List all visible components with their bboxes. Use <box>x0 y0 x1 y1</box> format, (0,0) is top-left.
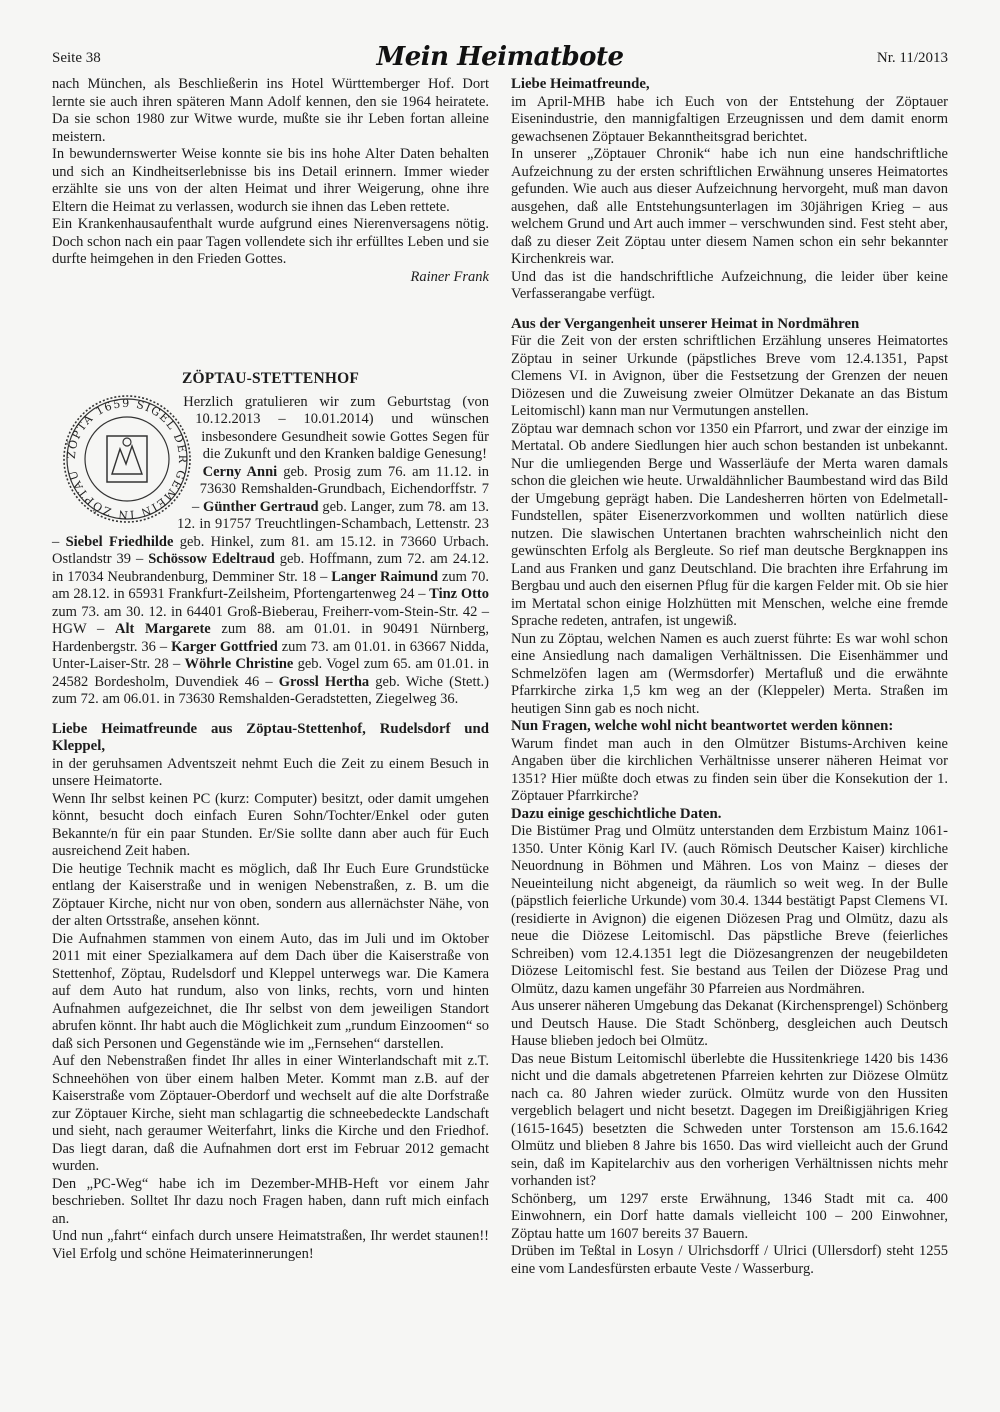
article-paragraph: Für die Zeit von der ersten schriftlichen Erzählung unseres Heimatortes Zöptau in seiner Urkunde (päpstliches Breve vom 12.4.1351, Papst Clemens VI. in Avignon, über die Festsetzung der Grenzen der neuen Diözesen und die Zuweisung zweier Olmützer Dekanate an das Bistum Leitomischl) kann man nur Vermutungen anstellen. <box>511 333 948 419</box>
birthday-name: Schössow Edeltraud <box>148 551 275 567</box>
article-paragraph: Warum findet man auch in den Olmützer Bistums-Archiven keine Angaben über die kirchlichen Verhältnisse unserer näheren Heimat vor 1351? Hier müßte doch etwas zu finden sein über die Konsekution der 1. Zöptauer Pfarrkirche? <box>511 735 948 804</box>
letter-paragraph: Und nun „fahrt“ einfach durch unsere Heimatstraßen, Ihr werdet staunen!! Viel Erfolg und schöne Heimaterinnerungen! <box>52 1228 489 1262</box>
letter-paragraph: Wenn Ihr selbst keinen PC (kurz: Computer) besitzt, oder damit umgehen könnt, besucht doch einfach Euren Sohn/Tochter/Enkel oder guten Bekannte/n für ein paar Stunden. Er/Sie sollte dann aber auch für Euch ausreichend Zeit haben. <box>52 790 489 859</box>
letter-heading: Liebe Heimatfreunde aus Zöptau-Stettenhof, Rudelsdorf und Kleppel, <box>52 720 489 754</box>
birthday-details: geb. Vogel zum 65. am 01.01. in 24582 Bordesholm, Duvendiek 46 – <box>52 656 489 690</box>
birthday-name: Langer Raimund <box>331 568 439 585</box>
letter-paragraph: in der geruhsamen Adventszeit nehmt Euch die Zeit zu einem Besuch in unsere Heimatorte. <box>52 755 489 789</box>
obituary-signature: Rainer Frank <box>410 268 489 285</box>
birthday-name: Grossl Hertha <box>278 673 370 690</box>
article-paragraph: Schönberg, um 1297 erste Erwähnung, 1346 Stadt mit ca. 400 Einwohnern, ein Dorf hatte damals vielleicht 100 – 200 Einwohner, Zöptau hatte um 1607 bereits 37 Bauern. <box>511 1190 948 1242</box>
article-paragraph: im April-MHB habe ich Euch von der Entstehung der Zöptauer Eisenindustrie, den mannigfaltigen Erzeugnissen und dem damit enorm gewachsenen Zöptauer Bekanntheitsgrad berichtet. <box>511 93 948 145</box>
birthday-details: geb. Hoffmann, zum 72. am 24.12. in 17034 Neubrandenburg, Demminer Str. 18 – <box>52 551 490 585</box>
article-paragraph: Nun zu Zöptau, welchen Namen es auch zuerst führte: Es war wohl schon eine Ansiedlung nach damaligen Verhältnissen. Die Eisenhämmer und Schmelzöfen lagen am (Wermsdorfer) Mertafluß und die erwähnte Pfarrkirche zirka 1,5 km weg an der (Kleppeler) Merta. Straßen im heutigen Sinn gab es noch nicht. <box>511 630 948 717</box>
obituary-paragraph: nach München, als Beschließerin ins Hotel Württemberger Hof. Dort lernte sie auch ihren späteren Mann Adolf kennen, den sie 1964 heiratete. Da sie schon 1980 zur Witwe wurde, mußte sie ihr Leben fortan alleine meistern. <box>52 76 489 145</box>
birthday-block <box>52 394 489 709</box>
right-column <box>511 76 948 1278</box>
birthday-details: zum 88. am 01.01. in 90491 Nürnberg, Hardenbergstr. 36 – <box>52 621 490 655</box>
article-paragraph: Zöptau war demnach schon vor 1350 ein Pfarrort, und zwar der einzige im Mertatal. Ob andere Siedlungen hier auch schon bestanden ist unbekannt. Nur die umliegenden Berge und Wasserläufe der Merta waren damals schon die gleichen wie heute. Urwaldähnlicher Baumbestand wird das Bild der Umgebung geprägt haben. Die Landesherren hörten von Edelmetall-Fundstellen, später Eisenerzvorkommen und wollten natürlich diese nutzen. Die slawischen Untertanen brachten wahrscheinlich nicht den gewünschten Erfolg als Bergleute. So rief man deutsche Bergknappen ins Land aus Franken und ganz Deutschland. Die brachten ihre Erfahrung im Bergbau und auch den eisernen Pflug für die kargen Felder mit. Ob sie hier im Mertatal schon einige Holzhütten mit Menschen, welche eine fremde Sprache redeten, antrafen, ist ungewiß. <box>511 420 948 629</box>
masthead-logo: Mein Heimatbote <box>376 42 624 72</box>
letter-paragraph: Den „PC-Weg“ habe ich im Dezember-MHB-Heft vor einem Jahr beschrieben. Solltet Ihr dazu noch Fragen haben, dann ruft mich einfach an. <box>52 1175 489 1227</box>
questions-heading: Nun Fragen, welche wohl nicht beantwortet werden können: <box>511 718 894 734</box>
issue-number: Nr. 11/2013 <box>876 50 948 66</box>
birthday-details: zum 70. am 28.12. in 65931 Frankfurt-Zeilsheim, Pfortengartenweg 24 – <box>52 568 489 602</box>
page-number: Seite 38 <box>52 50 101 66</box>
birthday-details: zum 73. am 30. 12. in 64401 Groß-Bieberau, Freiherr-vom-Stein-Str. 42 – HGW – <box>52 603 489 637</box>
birthday-name: Siebel Friedhilde <box>65 533 174 550</box>
birthday-name: Alt Margarete <box>114 621 211 637</box>
birthday-details: geb. Prosig zum 76. am 11.12. in 73630 Remshalden-Grundbach, Eichendorffstr. 7 – <box>191 463 489 515</box>
article-paragraph: Drüben im Teßtal in Losyn / Ulrichsdorff / Ulrici (Ullersdorf) steht 1255 eine vom Landesfürsten erbaute Veste / Wasserburg. <box>511 1243 948 1277</box>
article-paragraph: Aus unserer näheren Umgebung das Dekanat (Kirchensprengel) Schönberg und Deutsch Hause. Die Stadt Schönberg, desgleichen auch Deutsch Hause blieben jedoch bei Olmütz. <box>511 998 948 1049</box>
birthday-name: Tinz Otto <box>429 586 490 602</box>
article-paragraph: Die Bistümer Prag und Olmütz unterstanden dem Erzbistum Mainz 1061-1350. Unter König Karl IV. (auch Römisch Deutscher Kaiser) kirchliche Neuordnung in Böhmen und Mähren. Los von Mainz – dieses der Neueinteilung nicht abgeneigt, da räumlich so weit weg. In der Bulle (päpstlich feierliche Urkunde) vom 30.4. 1344 bestätigt Papst Clemens VI. (residierte in Avignon) die eigenen Diözesen Prag und Olmütz, dazu als neue die Diözese Leitomischl. Das päpstliche Breve (feierliches Schreiben) vom 12.4.1351 legt die Diözesangrenzen der neugebildeten Diözese Leitomischl fest. Sie bestand aus Teilen der Diözese Prag und Olmütz, dazu kamen ungefähr 30 Pfarreien aus Nordmähren. <box>511 823 948 997</box>
section-title: ZÖPTAU-STETTENHOF <box>181 370 360 387</box>
article-paragraph: Und das ist die handschriftliche Aufzeichnung, die leider über keine Verfasserangabe verfügt. <box>511 268 948 302</box>
greeting-heading: Liebe Heimatfreunde, <box>511 76 650 92</box>
birthday-details: geb. Langer, zum 78. am 13. 12. in 91757 Treuchtlingen-Schambach, Lettenstr. 23 – <box>52 498 490 550</box>
obituary-paragraph: In bewundernswerter Weise konnte sie bis ins hohe Alter Daten behalten und sich an Kindheitserlebnisse bis ins Detail erinnern. Immer wieder erzählte sie uns von der alten Heimat und ihrer Weigerung, ohne ihre Eltern die Heimat zu verlassen, wodurch sie ihnen das Leben rettete. <box>52 146 489 215</box>
birthday-name: Cerny Anni <box>202 463 278 480</box>
article-paragraph: Das neue Bistum Leitomischl überlebte die Hussitenkriege 1420 bis 1436 nicht und die damals abgetretenen Pfarreien kehrten zur Diözese Olmütz nach ca. 80 Jahren wieder zurück. Olmütz wurde von den Hussiten vergeblich belagert und nicht besetzt. Dagegen im Dreißigjährigen Krieg (1615-1645) besetzten die Schweden unter Torstenson am 15.6.1642 Olmütz und blieben 8 Jahre bis 1650. Das wird vielleicht auch der Grund sein, daß im Kapitelarchiv aus den vorherigen Verhältnissen nichts mehr vorhanden ist? <box>511 1050 948 1189</box>
birthday-details: geb. Wiche (Stett.) zum 72. am 06.01. in 73630 Remshalden-Geradstetten, Ziegelweg 36. <box>52 673 489 707</box>
birthday-intro: Herzlich gratulieren wir zum Geburtstag (von 10.12.2013 – 10.01.2014) und wünschen insbesondere Gesundheit sowie Gottes Segen für die Zukunft und den Kranken baldige Genesung! <box>183 393 489 462</box>
article-paragraph: In unserer „Zöptauer Chronik“ habe ich nun eine handschriftliche Aufzeichnung zu der ersten schriftlichen Erwähnung unseres Heimatortes gefunden. Wie auch aus dieser Aufzeichnung hervorgeht, muß man davon ausgehen, daß alle Entstehungsunterlagen im 30jährigen Krieg – aus welchem Grund und Art auch immer – verschwunden sind. Fest steht aber, daß zu dieser Zeit Zöptau unter diesem Namen schon ein sehr bekannter Kirchenkreis war. <box>511 146 948 267</box>
birthday-details: zum 73. am 01.01. in 63667 Nidda, Unter-Laiser-Str. 28 – <box>52 638 489 672</box>
letter-paragraph: Die heutige Technik macht es möglich, daß Ihr Euch Eure Grundstücke entlang der Kaiserstraße und in wenigen Nebenstraßen, z. B. um die Zöptauer Kirche, nicht nur von oben, sondern aus allernächster Nähe, von der alten Ortsstraße, ansehen könnt. <box>52 860 489 929</box>
left-column <box>52 76 489 1263</box>
letter-paragraph: Die Aufnahmen stammen von einem Auto, das im Juli und im Oktober 2011 mit einer Spezialkamera auf dem Dach über die Kaiserstraße von Stettenhof, Zöptau, Rudelsdorf und Kleppel unterwegs war. Die Kamera auf dem Auto hat rundum, also von links, rechts, vorn und hinten Aufnahmen aufgezeichnet, die Ihr selbst von dem jeweiligen Standort abrufen könnt. Ihr habt auch die Möglichkeit zum „rundum Einzoomen“ so daß sich Personen und Gegenstände wie im „Fernsehen“ darstellen. <box>52 930 489 1052</box>
page-header <box>52 42 948 76</box>
village-seal-icon <box>52 394 202 524</box>
past-heading: Aus der Vergangenheit unserer Heimat in Nordmähren <box>511 315 860 332</box>
svg-text:ZÖPTA 1659 SIGEL DER GEMEIN IN: ZÖPTA 1659 SIGEL DER GEMEIN IN ZÖPTAU <box>64 396 190 521</box>
birthday-name: Günther Gertraud <box>203 498 319 515</box>
birthday-name: Karger Gottfried <box>171 638 278 655</box>
letter-paragraph: Auf den Nebenstraßen findet Ihr alles in einer Winterlandschaft mit z.T. Schneehöhen von über einem halben Meter. Kommt man z.B. auf der Kaiserstraße vom Zöptauer-Oberdorf und wechselt auf die alte Dorfstraße zur Zöptauer Kirche, sieht man schlagartig die schneebedeckte Landschaft und sieht, nach geraumer Weiterfahrt, links die Kirche und den Friedhof. Das liegt daran, daß die Aufnahmen dort erst im Februar 2012 gemacht wurden. <box>52 1053 489 1174</box>
birthday-name: Wöhrle Christine <box>184 656 294 672</box>
obituary-paragraph: Ein Krankenhausaufenthalt wurde aufgrund eines Nierenversagens nötig. Doch schon nach ein paar Tagen vollendete sich ihr erfülltes Leben und sie durfte heimgehen in den Frieden Gottes. <box>52 216 489 267</box>
birthday-details: geb. Hinkel, zum 81. am 15.12. in 73660 Urbach. Ostlandstr 39 – <box>52 533 490 567</box>
data-heading: Dazu einige geschichtliche Daten. <box>511 805 722 822</box>
